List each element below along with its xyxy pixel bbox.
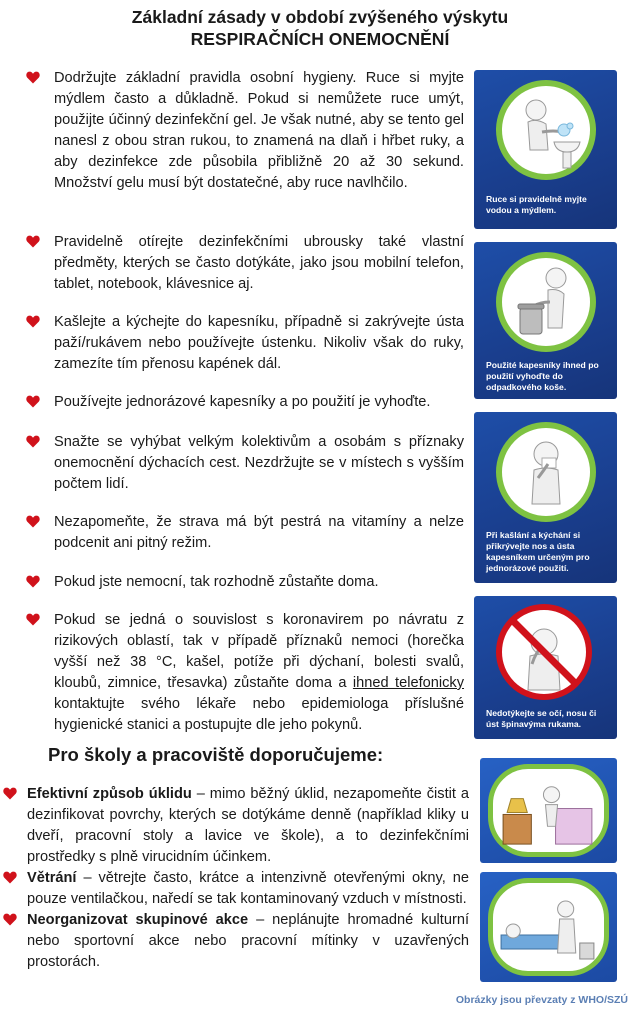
bullet-text: Nezapomeňte, že strava má být pestrá na vitamíny a nelze podcenit ani pitný režim.	[54, 514, 464, 551]
bullet-text: Snažte se vyhýbat velkým kolektivům a osobám s příznaky onemocnění dýchacích cest. Nezdržujte se v místech s vyšším počtem lidí.	[54, 434, 464, 492]
sneezing-figure-icon	[502, 428, 590, 516]
sick-patient-icon	[493, 883, 604, 971]
title-line-2: RESPIRAČNÍCH ONEMOCNĚNÍ	[190, 29, 450, 49]
bullet-text: – mimo běžný úklid, nezapomeňte čistit a dezinfikovat povrchy, kterých se dotýkáme denně (například kliky u dveří, pracovní stoly a lavice ve škole), a to dezinfekčními prostředky s plně virucidním účinkem.	[27, 786, 469, 865]
heart-bullet-icon	[3, 787, 17, 800]
list-item	[26, 68, 464, 228]
heart-bullet-icon	[26, 575, 40, 588]
no-touching-face-icon	[502, 610, 586, 694]
prohibition-ring	[496, 604, 592, 700]
heart-bullet-icon	[26, 71, 40, 84]
bullet-text: Používejte jednorázové kapesníky a po použití je vyhoďte.	[54, 394, 431, 410]
no-touch-face-illustration	[474, 596, 617, 739]
heart-bullet-icon	[26, 235, 40, 248]
heart-bullet-icon	[26, 613, 40, 626]
list-item	[26, 312, 464, 388]
list-item	[26, 572, 464, 608]
list-item	[26, 392, 464, 428]
illustration-caption: Použité kapesníky ihned po použití vyhoďte do odpadkového koše.	[486, 360, 599, 392]
underlined-text: ihned telefonicky	[352, 675, 465, 691]
bullet-bold: Větrání	[27, 870, 77, 886]
bullet-text: Dodržujte základní pravidla osobní hygieny. Ruce si myjte mýdlem často a důkladně. Pokud si nemůžete ruce umýt, použijte účinný dezinfekční gel. Je však nutné, aby se tento gel nanesl z obou stran rukou, to znamená na dlaň i hřbet ruky, a aby dezinfekce zde působila přibližně 20 až 30 sekund. Množství gelu musí být dostatečné, aby ruce navlhčilo.	[54, 70, 464, 191]
section-heading: Pro školy a pracoviště doporučujeme:	[48, 744, 384, 765]
sneeze-tissue-illustration	[474, 412, 617, 583]
school-bullet-list	[3, 784, 469, 973]
list-item	[26, 610, 464, 736]
illustration-ring	[496, 422, 596, 522]
handwashing-illustration	[474, 70, 617, 229]
illustration-ring	[496, 252, 596, 352]
bullet-text: – neplánujte hromadné kulturní nebo sportovní akce nebo pracovní mítinky v uzavřených prostorách.	[27, 912, 469, 970]
list-item	[3, 868, 469, 910]
illustration-caption: Při kašlání a kýchání si přikrývejte nos a ústa kapesníkem určeným pro jednorázové použití.	[486, 530, 590, 573]
bullet-bold: Efektivní způsob úklidu	[27, 786, 192, 802]
bullet-text: Pravidelně otírejte dezinfekčními ubrousky také vlastní předměty, kterých se často dotýkáte, jako jsou mobilní telefon, tablet, notebook, klávesnice aj.	[54, 234, 464, 292]
heart-bullet-icon	[26, 435, 40, 448]
tissue-bin-illustration	[474, 242, 617, 399]
list-item	[26, 232, 464, 308]
bullet-text: Pokud jste nemocní, tak rozhodně zůstaňte doma.	[54, 574, 379, 590]
list-item	[26, 432, 464, 508]
bullet-bold: Neorganizovat skupinové akce	[27, 912, 249, 928]
illustration-ring	[496, 80, 596, 180]
sickbed-illustration	[480, 872, 617, 982]
heart-bullet-icon	[26, 395, 40, 408]
illustration-ring	[488, 764, 609, 857]
illustration-ring	[488, 878, 609, 976]
title-line-1: Základní zásady v období zvýšeného výskytu	[131, 7, 509, 27]
trash-bin-figure-icon	[502, 258, 590, 346]
bullet-text: Kašlejte a kýchejte do kapesníku, případně si zakrývejte ústa paží/rukávem nebo používejte ústenku. Nikoliv však do ruky, zamezíte tím přenosu kapének dál.	[54, 314, 464, 372]
heart-bullet-icon	[26, 515, 40, 528]
handwashing-figure-icon	[502, 86, 590, 174]
bullet-text: – větrejte často, krátce a intenzivně otevřenými okny, ne pouze ventilačkou, naředí se tak kontaminovaný vzduch v místnosti.	[27, 870, 469, 907]
hygiene-bullet-list	[26, 68, 464, 736]
illustration-caption: Ruce si pravidelně myjte vodou a mýdlem.	[486, 194, 587, 215]
heart-bullet-icon	[3, 871, 17, 884]
heart-bullet-icon	[26, 315, 40, 328]
list-item	[3, 784, 469, 868]
image-source-credit: Obrázky jsou převzaty z WHO/SZÚ	[455, 994, 628, 1006]
bullet-text: kontaktujte svého lékaře nebo epidemiologa příslušné hygienické stanici a postupujte dle jeho pokynů.	[54, 696, 464, 733]
bullet-text: Pokud se jedná o souvislost s koronavirem po návratu z rizikových oblastí, tak v případě příznaků nemoci (horečka vyšší než 38 °C, kašel, potíže při dýchaní, bolesti svalů, kloubů, zimnice, třesavka) zůstaňte doma a	[54, 612, 464, 691]
list-item	[26, 512, 464, 568]
heart-bullet-icon	[3, 913, 17, 926]
illustration-caption: Nedotýkejte se očí, nosu či úst špinavýma rukama.	[486, 708, 597, 729]
cleaning-room-icon	[493, 769, 604, 852]
page-title	[0, 6, 640, 50]
cleaning-illustration	[480, 758, 617, 863]
list-item	[3, 910, 469, 973]
